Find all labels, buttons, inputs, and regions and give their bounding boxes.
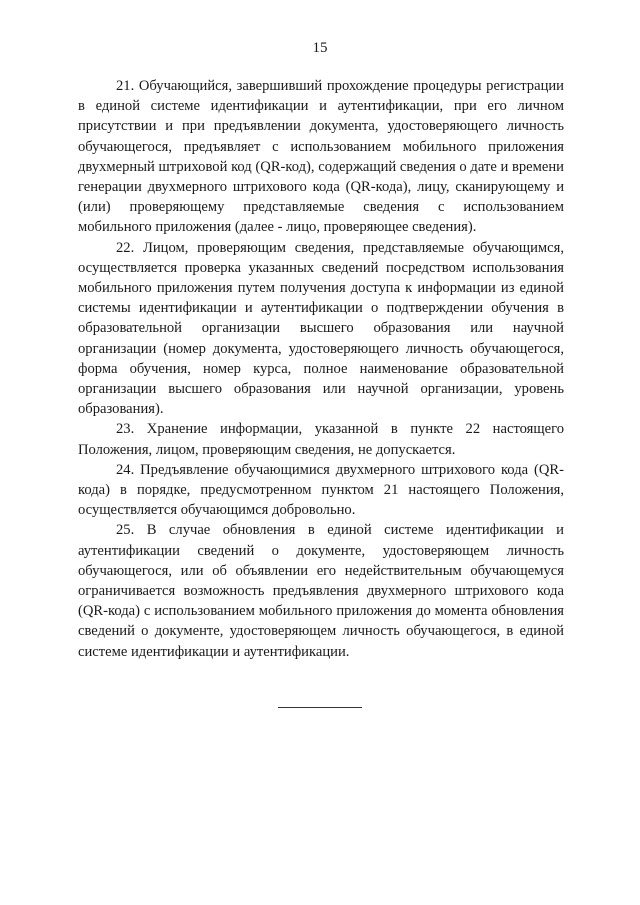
paragraph-22: 22. Лицом, проверяющим сведения, представляемые обучающимся, осуществляется проверка указанных сведений посредством использования мобильного приложения путем получения доступа к информации из единой системы идентификации и аутентификации о подтверждении обучения в образовательной организации высшего образования или научной организации (номер документа, удостоверяющего личность обучающегося, форма обучения, номер курса, полное наименование образовательной организации высшего образования или научной организации, уровень образования). bbox=[78, 239, 564, 418]
end-separator-line bbox=[278, 707, 362, 708]
paragraph-23: 23. Хранение информации, указанной в пункте 22 настоящего Положения, лицом, проверяющим сведения, не допускается. bbox=[78, 421, 564, 458]
document-body bbox=[78, 76, 564, 662]
paragraph-24: 24. Предъявление обучающимися двухмерного штрихового кода (QR-кода) в порядке, предусмотренном пунктом 21 настоящего Положения, осуществляется обучающимся добровольно. bbox=[78, 461, 564, 519]
paragraph-21: 21. Обучающийся, завершивший прохождение процедуры регистрации в единой системе идентификации и аутентификации, при его личном присутствии и при предъявлении документа, удостоверяющего личность обучающегося, предъявляет с использованием мобильного приложения двухмерный штриховой код (QR-код), содержащий сведения о дате и времени генерации двухмерного штрихового кода (QR-кода), лицу, сканирующему и (или) проверяющему представляемые сведения с использованием мобильного приложения (далее - лицо, проверяющее сведения). bbox=[78, 78, 564, 236]
paragraph-25: 25. В случае обновления в единой системе идентификации и аутентификации сведений о документе, удостоверяющем личность обучающегося, или об объявлении его недействительным обучающемуся ограничивается возможность предъявления двухмерного штрихового кода (QR-кода) с использованием мобильного приложения до момента обновления сведений о документе, удостоверяющем личность обучающегося, в единой системе идентификации и аутентификации. bbox=[78, 522, 564, 660]
page-number: 15 bbox=[312, 40, 328, 56]
